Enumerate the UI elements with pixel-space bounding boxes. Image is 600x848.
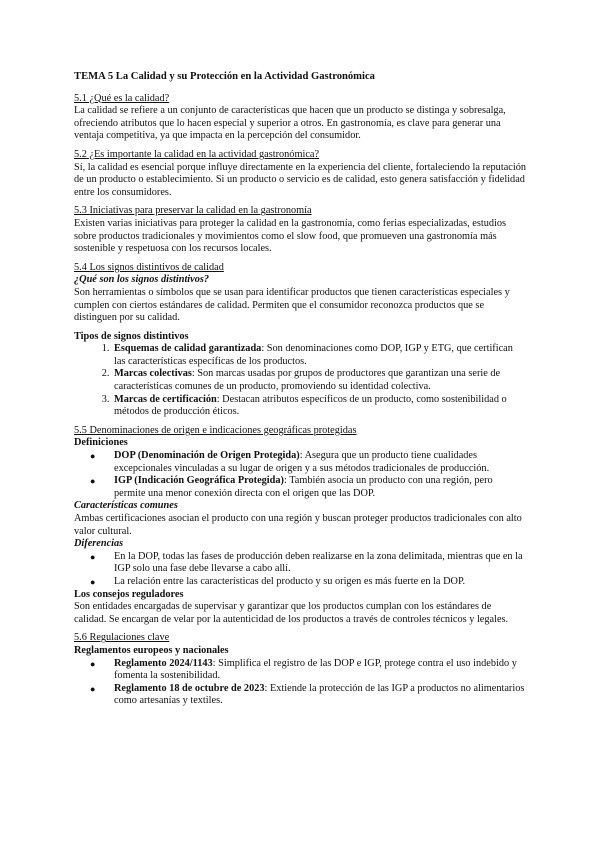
subheading-common: Características comunes <box>74 500 178 512</box>
regulations-list <box>74 658 526 708</box>
list-item-desc: En la DOP, todas las fases de producción deben realizarse en la zona delimitada, mientras que en la IGP solo una fase debe llevarse a cabo allí. <box>114 550 523 575</box>
definitions-list <box>74 450 526 500</box>
list-item-term: Marcas colectivas <box>114 368 192 380</box>
subheading-types: Tipos de signos distintivos <box>74 330 189 342</box>
bullet-icon: ● <box>90 683 96 694</box>
list-item-desc: : Simplifica el registro de las DOP e IGP, protege contra el uso indebido y fomenta la sostenibilidad. <box>114 657 517 682</box>
list-item-desc: : También asocia un producto con una región, pero permite una menor conexión directa con el origen que las DOP. <box>114 475 493 499</box>
list-item <box>90 450 526 475</box>
bullet-icon: ● <box>90 551 96 562</box>
list-item-desc: La relación entre las características del producto y su origen es más fuerte en la DOP. <box>114 575 466 587</box>
subheading-councils: Los consejos reguladores <box>74 588 184 600</box>
section-heading-5-1: 5.1 ¿Qué es la calidad? <box>74 92 170 104</box>
list-item-term: Esquemas de calidad garantizada <box>114 343 262 355</box>
bullet-icon: ● <box>90 576 96 587</box>
list-item-term: Marcas de certificación <box>114 393 217 405</box>
section-heading-5-2: 5.2 ¿Es importante la calidad en la actividad gastronómica? <box>74 148 320 160</box>
section-heading-5-6: 5.6 Regulaciones clave <box>74 632 170 644</box>
list-item <box>90 657 526 683</box>
common-text: Ambas certificaciones asocian el producto con una región y buscan proteger productos tradicionales con alto valor cultural. <box>74 513 522 537</box>
list-item <box>112 343 526 368</box>
bullet-icon: ● <box>90 476 96 487</box>
section-heading-5-5: 5.5 Denominaciones de origen e indicaciones geográficas protegidas <box>74 424 357 436</box>
list-item-term: Reglamento 2024/1143 <box>114 657 213 669</box>
document-title: TEMA 5 La Calidad y su Protección en la Actividad Gastronómica <box>74 71 375 82</box>
section-text-5-2: Sí, la calidad es esencial porque influye directamente en la experiencia del cliente, fortaleciendo la reputación de un producto o establecimiento. Si un producto o servicio es de calidad, esto genera satisfacción y fidelidad entre los consumidores. <box>74 161 526 198</box>
section-text-5-1: La calidad se refiere a un conjunto de características que hacen que un producto se distinga y sobresalga, ofreciendo atributos que lo hacen especial y superior a otros. En gastronomía, es clave para generar una ventaja competitiva, ya que impacta en la percepción del consumidor. <box>74 105 506 142</box>
types-list <box>74 343 526 419</box>
subheading-regulations: Reglamentos europeos y nacionales <box>74 644 229 656</box>
list-item <box>90 475 526 500</box>
bullet-icon: ● <box>90 451 96 462</box>
section-heading-5-4: 5.4 Los signos distintivos de calidad <box>74 261 224 273</box>
subheading-differences: Diferencias <box>74 538 124 550</box>
list-item <box>90 575 526 589</box>
bullet-icon: ● <box>90 658 96 669</box>
list-item-desc: : Destacan atributos específicos de un producto, como sostenibilidad o métodos de producción éticos. <box>114 393 507 418</box>
subheading-question: ¿Qué son los signos distintivos? <box>74 274 210 286</box>
list-item-desc: : Son marcas usadas por grupos de productores que garantizan una serie de características comunes de un producto, promoviendo su identidad colectiva. <box>114 368 501 393</box>
list-item <box>90 682 526 708</box>
list-item <box>90 550 526 576</box>
differences-list <box>74 551 526 589</box>
list-item-desc: : Asegura que un producto tiene cualidades excepcionales vinculadas a su lugar de origen y a sus métodos tradicionales de producción. <box>114 450 490 474</box>
list-item-term: IGP (Indicación Geográfica Protegida) <box>114 475 284 487</box>
subheading-definitions: Definiciones <box>74 437 128 449</box>
list-item-desc: : Son denominaciones como DOP, IGP y ETG, que certifican las características específicas de los productos. <box>114 343 513 367</box>
section-text-5-3: Existen varias iniciativas para proteger la calidad en la gastronomía, como ferias especializadas, estudios sobre productos tradicionales y movimientos como el slow food, que promueven una gastronomía más sostenible y respetuosa con los recursos locales. <box>74 217 507 255</box>
section-heading-5-3: 5.3 Iniciativas para preservar la calidad en la gastronomía <box>74 205 312 217</box>
list-item <box>112 394 526 419</box>
list-item <box>112 368 526 393</box>
list-item-desc: : Extiende la protección de las IGP a productos no alimentarios como artesanías y textiles. <box>114 682 525 707</box>
councils-text: Son entidades encargadas de supervisar y garantizar que los productos cumplan con los estándares de calidad. Se encargan de velar por la autenticidad de los productos a través de controles técnicos y legales. <box>74 601 509 625</box>
document-page <box>74 71 526 708</box>
list-item-term: Reglamento 18 de octubre de 2023 <box>114 682 265 694</box>
section-text-5-4: Son herramientas o símbolos que se usan para identificar productos que tienen características especiales y cumplen con ciertos estándares de calidad. Permiten que el consumidor reconozca productos que se distinguen por su calidad. <box>74 286 510 324</box>
list-item-term: DOP (Denominación de Origen Protegida) <box>114 450 300 462</box>
